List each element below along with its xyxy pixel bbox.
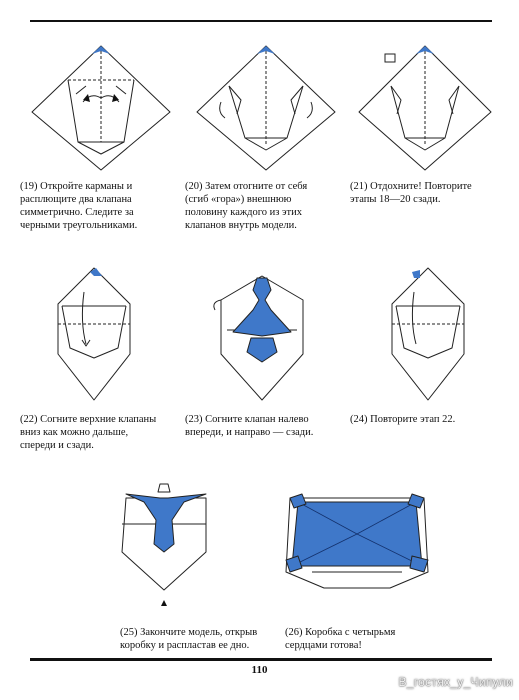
step-22-diagram (44, 262, 144, 404)
step-25-caption: (25) Закончите модель, открыв коробку и распластав ее дно. (120, 627, 258, 651)
step-23-caption: (23) Согните клапан налево впереди, и направо — сзади. (185, 414, 314, 438)
step-20-caption: (20) Затем отогните от себя (сгиб «гора») внешнюю половину каждого из этих клапанов внутрь модели. (185, 181, 308, 231)
bottom-rule (30, 658, 492, 661)
step-26-caption: (26) Коробка с четырьмя сердцами готова! (285, 627, 396, 651)
step-24-diagram (378, 262, 478, 404)
top-rule (30, 20, 492, 22)
step-22-caption: (22) Согните верхние клапаны вниз как можно дальше, спереди и сзади. (20, 414, 157, 451)
page-number: 110 (251, 664, 268, 676)
step-20-diagram (193, 42, 339, 172)
step-24-caption: (24) Повторите этап 22. (350, 414, 456, 425)
step-21-diagram (355, 42, 495, 172)
step-25-diagram (112, 480, 216, 612)
step-23-diagram (207, 270, 317, 406)
step-21-caption: (21) Отдохните! Повторите этапы 18—20 сзади. (350, 181, 472, 205)
watermark-text: В_гостях_у_Чипули (398, 675, 513, 689)
step-19-caption: (19) Откройте карманы и расплющите два клапана симметрично. Следите за черными треугольниками. (20, 181, 138, 231)
step-19-diagram (28, 42, 174, 172)
step-26-diagram (282, 486, 432, 592)
